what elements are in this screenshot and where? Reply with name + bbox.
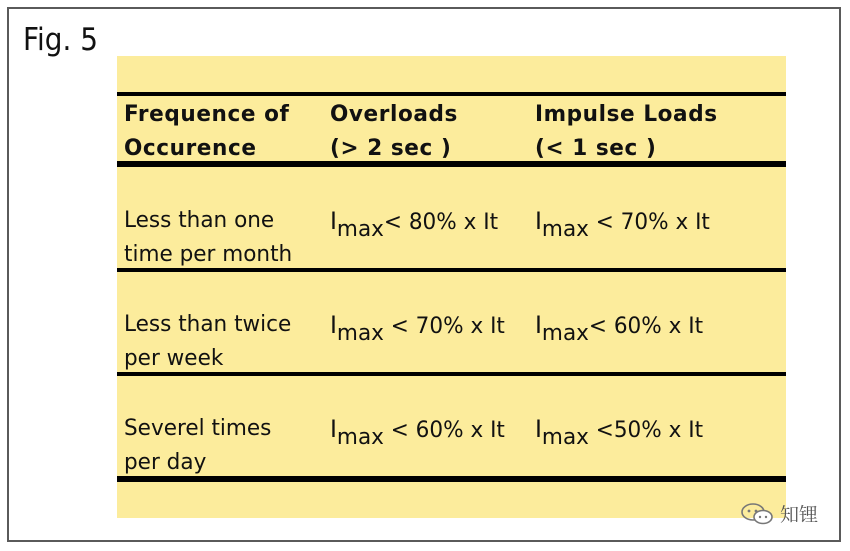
table-top-rule bbox=[117, 92, 786, 96]
header-cell-frequency: Frequence of Occurence bbox=[124, 102, 290, 161]
watermark-text: 知锂 bbox=[780, 504, 819, 526]
table-panel bbox=[117, 56, 786, 518]
table-row-3-frequency: Severel times per day bbox=[124, 416, 272, 475]
table-row-1-frequency: Less than one time per month bbox=[124, 208, 293, 267]
header-cell-impulse-loads: Impulse Loads (< 1 sec ) bbox=[535, 102, 718, 161]
figure-label: Fig. 5 bbox=[23, 22, 98, 58]
table-row-3-overloads: Imax < 60% x It bbox=[330, 415, 505, 450]
table-row-1-overloads: Imax< 80% x It bbox=[330, 207, 499, 242]
table-row-2-overloads: Imax < 70% x It bbox=[330, 311, 505, 346]
table-row-2-frequency: Less than twice per week bbox=[124, 312, 292, 371]
watermark bbox=[740, 500, 818, 527]
table-row-1-impulse: Imax < 70% x It bbox=[535, 207, 710, 242]
header-cell-overloads: Overloads (> 2 sec ) bbox=[330, 102, 458, 161]
chat-bubbles-icon bbox=[740, 502, 774, 526]
table-row-2-impulse: Imax< 60% x It bbox=[535, 311, 704, 346]
table-row-3-impulse: Imax <50% x It bbox=[535, 415, 704, 450]
